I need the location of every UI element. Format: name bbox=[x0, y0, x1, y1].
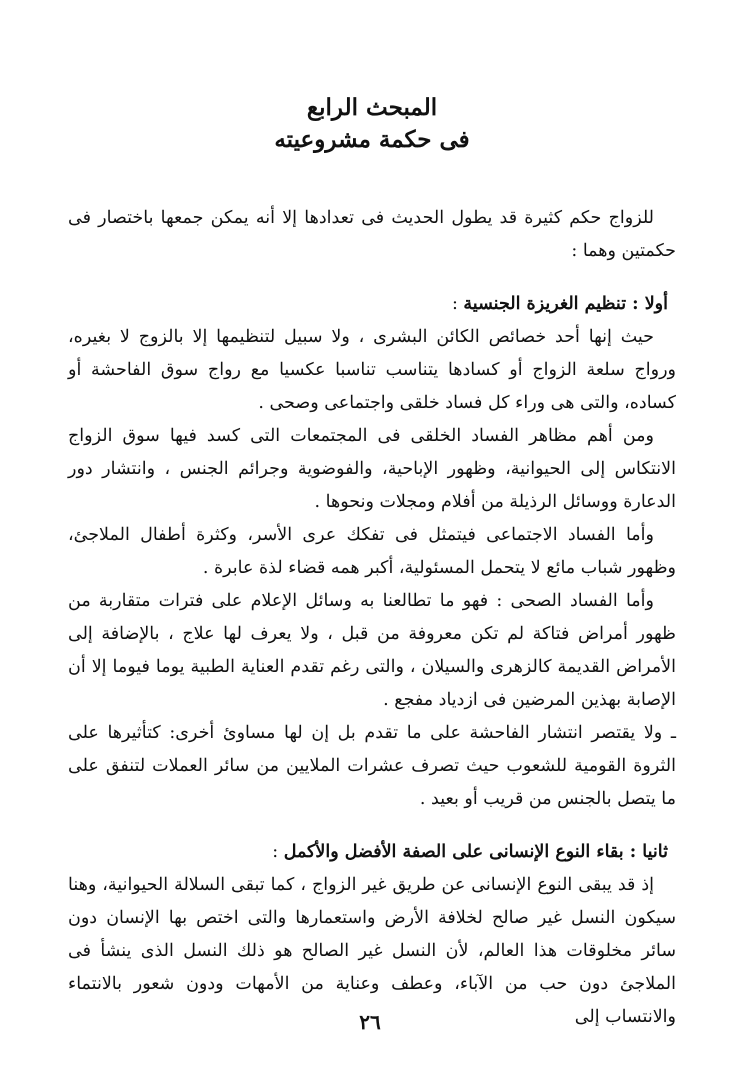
section-2-heading-colon: : bbox=[272, 842, 284, 862]
section-1-paragraph-2: ومن أهم مظاهر الفساد الخلقى فى المجتمعات التى كسد فيها سوق الزواج الانتكاس إلى الحيوانية، وظهور الإباحية، والفوضوية وجرائم الجنس ، وانتشار دور الدعارة ووسائل الرذيلة من أفلام ومجلات ونحوها . bbox=[68, 426, 676, 512]
section-2-paragraph-1: إذ قد يبقى النوع الإنسانى عن طريق غير الزواج ، كما تبقى السلالة الحيوانية، وهنا سيكون النسل غير صالح لخلافة الأرض واستعمارها والتى اختص بها الإنسان دون سائر مخلوقات هذا العالم، لأن النسل غير الصالح هو ذلك النسل الذى ينشأ فى الملاجئ دون حب من الآباء، وعطف وعناية من الأمهات ودون شعور بالانتماء والانتساب إلى bbox=[68, 875, 676, 1027]
section-1-paragraph-5: ـ ولا يقتصر انتشار الفاحشة على ما تقدم بل إن لها مساوئ أخرى: كتأثيرها على الثروة القومية للشعوب حيث تصرف عشرات الملايين من سائر العملات لتنفق على ما يتصل بالجنس من قريب أو بعيد . bbox=[68, 723, 676, 809]
chapter-title-line-1: المبحث الرابع bbox=[306, 94, 438, 121]
section-1-paragraph-3: وأما الفساد الاجتماعى فيتمثل فى تفكك عرى الأسر، وكثرة أطفال الملاجئ، وظهور شباب مائع لا يتحمل المسئولية، أكبر همه قضاء لذة عابرة . bbox=[68, 525, 676, 578]
section-1-paragraph-1: حيث إنها أحد خصائص الكائن البشرى ، ولا سبيل لتنظيمها إلا بالزوج لا بغيره، ورواج سلعة الزواج أو كسادها يتناسب تناسبا عكسيا مع رواج سوق الفاحشة أو كساده، والتى هى وراء كل فساد خلقى واجتماعى وصحى . bbox=[68, 327, 676, 413]
section-1-heading bbox=[68, 288, 676, 321]
section-1-heading-colon: : bbox=[451, 294, 464, 314]
section-2-heading-label: ثانيا : بقاء النوع الإنسانى على الصفة الأفضل والأكمل bbox=[283, 842, 668, 862]
chapter-title-line-2: فى حكمة مشروعيته bbox=[274, 126, 470, 153]
section-1-heading-label: أولا : تنظيم الغريزة الجنسية bbox=[463, 294, 668, 314]
page-body bbox=[68, 92, 676, 1034]
section-1-paragraph-4: وأما الفساد الصحى : فهو ما تطالعنا به وسائل الإعلام على فترات متقاربة من ظهور أمراض فتاكة لم تكن معروفة من قبل ، ولا يعرف لها علاج ، بالإضافة إلى الأمراض القديمة كالزهرى والسيلان ، والتى رغم تقدم العناية الطبية يوما فيوما إلا أن الإصابة بهذين المرضين فى ازدياد مفجع . bbox=[68, 591, 676, 710]
section-2-heading bbox=[68, 836, 676, 869]
chapter-title bbox=[68, 92, 676, 156]
page-number: ٢٦ bbox=[359, 1010, 381, 1034]
intro-paragraph: للزواج حكم كثيرة قد يطول الحديث فى تعدادها إلا أنه يمكن جمعها باختصار فى حكمتين وهما : bbox=[68, 208, 676, 261]
